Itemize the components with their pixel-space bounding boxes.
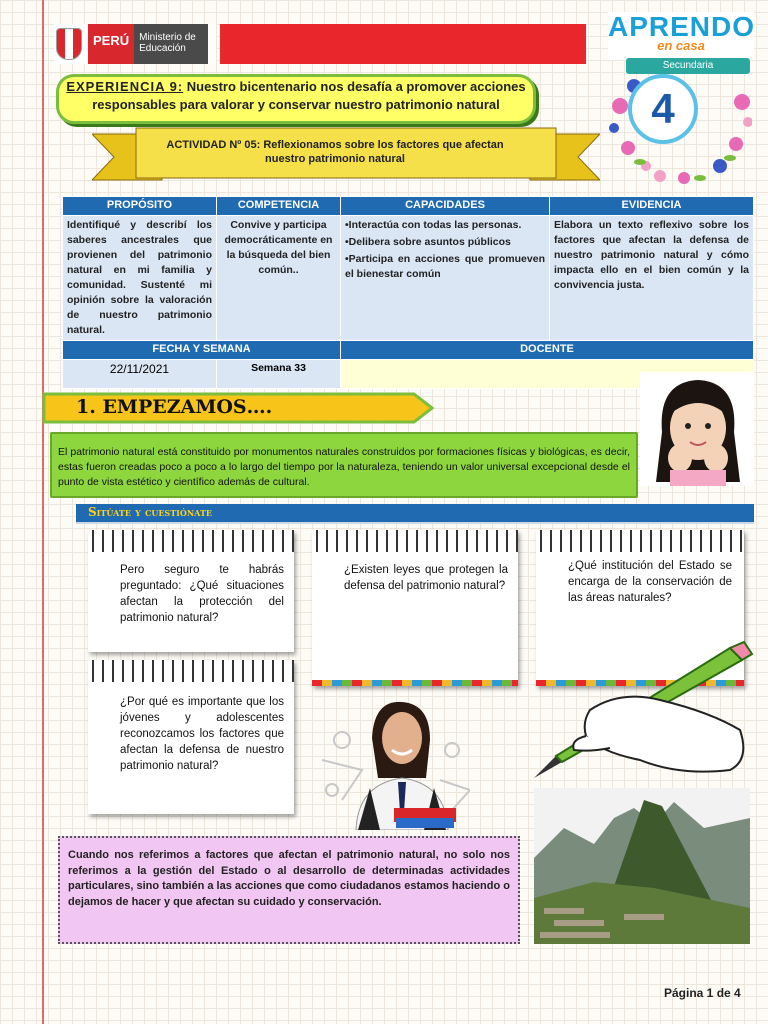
cell-proposito: Identifiqué y describí los saberes ancestrales que provienen del patrimonio natural en mi familia y comunidad. Sustenté mi opinión sobre la valoración de nuestro patrimonio natural.	[63, 216, 217, 341]
situate-title: Sitúate y cuestiónate	[88, 505, 212, 519]
level-band: Secundaria	[626, 58, 750, 74]
ministry-label: Ministerio de Educación	[134, 24, 208, 64]
table-subheader-row	[63, 341, 754, 360]
table-row	[63, 216, 754, 341]
header-proposito: PROPÓSITO	[63, 197, 217, 216]
spiral-rings-icon	[312, 530, 518, 552]
page-number: Página 1 de 4	[664, 986, 741, 1000]
header-capacidades: CAPACIDADES	[341, 197, 550, 216]
question-text-3: ¿Qué institución del Estado se encarga de la conservación de las áreas naturales?	[568, 560, 732, 604]
conclusion-paragraph: Cuando nos referimos a factores que afectan el patrimonio natural, no solo nos referimos a la gestión del Estado o al desarrollo de determinadas actividades particulares, sino también a las acciones que como ciudadanos estamos haciendo o dejamos de hacer y que afectan su cuidado y conservación.	[68, 849, 510, 908]
header-docente: DOCENTE	[341, 341, 754, 360]
intro-paragraph: El patrimonio natural está constituido por monumentos naturales construidos por formaciones físicas y biológicas, es decir, estas fueron creadas poco a poco a lo largo del tiempo por la naturaleza, teniendo un valor universal excepcional desde el punto de vista estético y científico además de cultural.	[58, 446, 630, 488]
cell-competencia: Convive y participa democráticamente en la búsqueda del bien común..	[217, 216, 341, 341]
student-girl-image	[322, 700, 470, 830]
spiral-rings-icon	[536, 530, 744, 552]
header-competencia: COMPETENCIA	[217, 197, 341, 216]
info-table	[62, 196, 754, 389]
minedu-logo	[54, 24, 216, 64]
spiral-rings-icon	[88, 660, 294, 682]
machu-picchu-image	[534, 788, 750, 944]
header-red-bar	[220, 24, 586, 64]
experiencia-title	[66, 78, 526, 114]
aprendo-en-casa-logo	[608, 12, 754, 60]
peru-label: PERÚ	[88, 24, 134, 64]
logo-main-text: APRENDO	[608, 11, 756, 42]
hand-pencil-icon	[530, 640, 756, 780]
section-title-empezamos: 1. EMPEZAMOS….	[76, 396, 273, 418]
question-text-4: ¿Por qué es importante que los jóvenes y adolescentes reconozcamos los factores que afectan la defensa de nuestro patrimonio natural?	[120, 696, 284, 772]
cell-fecha: 22/11/2021	[63, 360, 217, 389]
header-evidencia: EVIDENCIA	[550, 197, 754, 216]
question-card-1	[88, 530, 294, 652]
grade-number: 4	[628, 74, 698, 144]
spiral-rings-icon	[88, 530, 294, 552]
cell-capacidades	[341, 216, 550, 341]
notebook-margin-line	[42, 0, 44, 1024]
question-text-2: ¿Existen leyes que protegen la defensa del patrimonio natural?	[344, 564, 508, 592]
cell-semana: Semana 33	[217, 360, 341, 389]
capacidad-item: •Delibera sobre asuntos públicos	[345, 236, 511, 248]
logo-sub-text: en casa	[657, 38, 705, 53]
capacidad-item: •Participa en acciones que promueven el bienestar común	[345, 253, 545, 280]
cell-evidencia: Elabora un texto reflexivo sobre los factores que afectan la defensa de nuestro patrimonio natural y cómo impacta ello en el bien común y la convivencia justa.	[550, 216, 754, 341]
header-fecha: FECHA Y SEMANA	[63, 341, 341, 360]
actividad-title: ACTIVIDAD Nº 05: Reflexionamos sobre los factores que afectan nuestro patrimonio natural	[166, 139, 504, 165]
pencil-edge-decoration	[312, 680, 518, 686]
experiencia-text: Nuestro bicentenario nos desafía a promover acciones responsables para valorar y conservar nuestro patrimonio natural	[92, 79, 526, 112]
peru-shield-icon	[56, 28, 82, 60]
thinking-girl-image	[640, 372, 754, 486]
question-text-1: Pero seguro te habrás preguntado: ¿Qué situaciones afectan la protección del patrimonio natural?	[120, 564, 284, 624]
experiencia-label: EXPERIENCIA 9:	[66, 79, 184, 94]
capacidad-item: •Interactúa con todas las personas.	[345, 219, 522, 231]
table-header-row	[63, 197, 754, 216]
question-card-2	[312, 530, 518, 686]
question-card-4	[88, 660, 294, 814]
